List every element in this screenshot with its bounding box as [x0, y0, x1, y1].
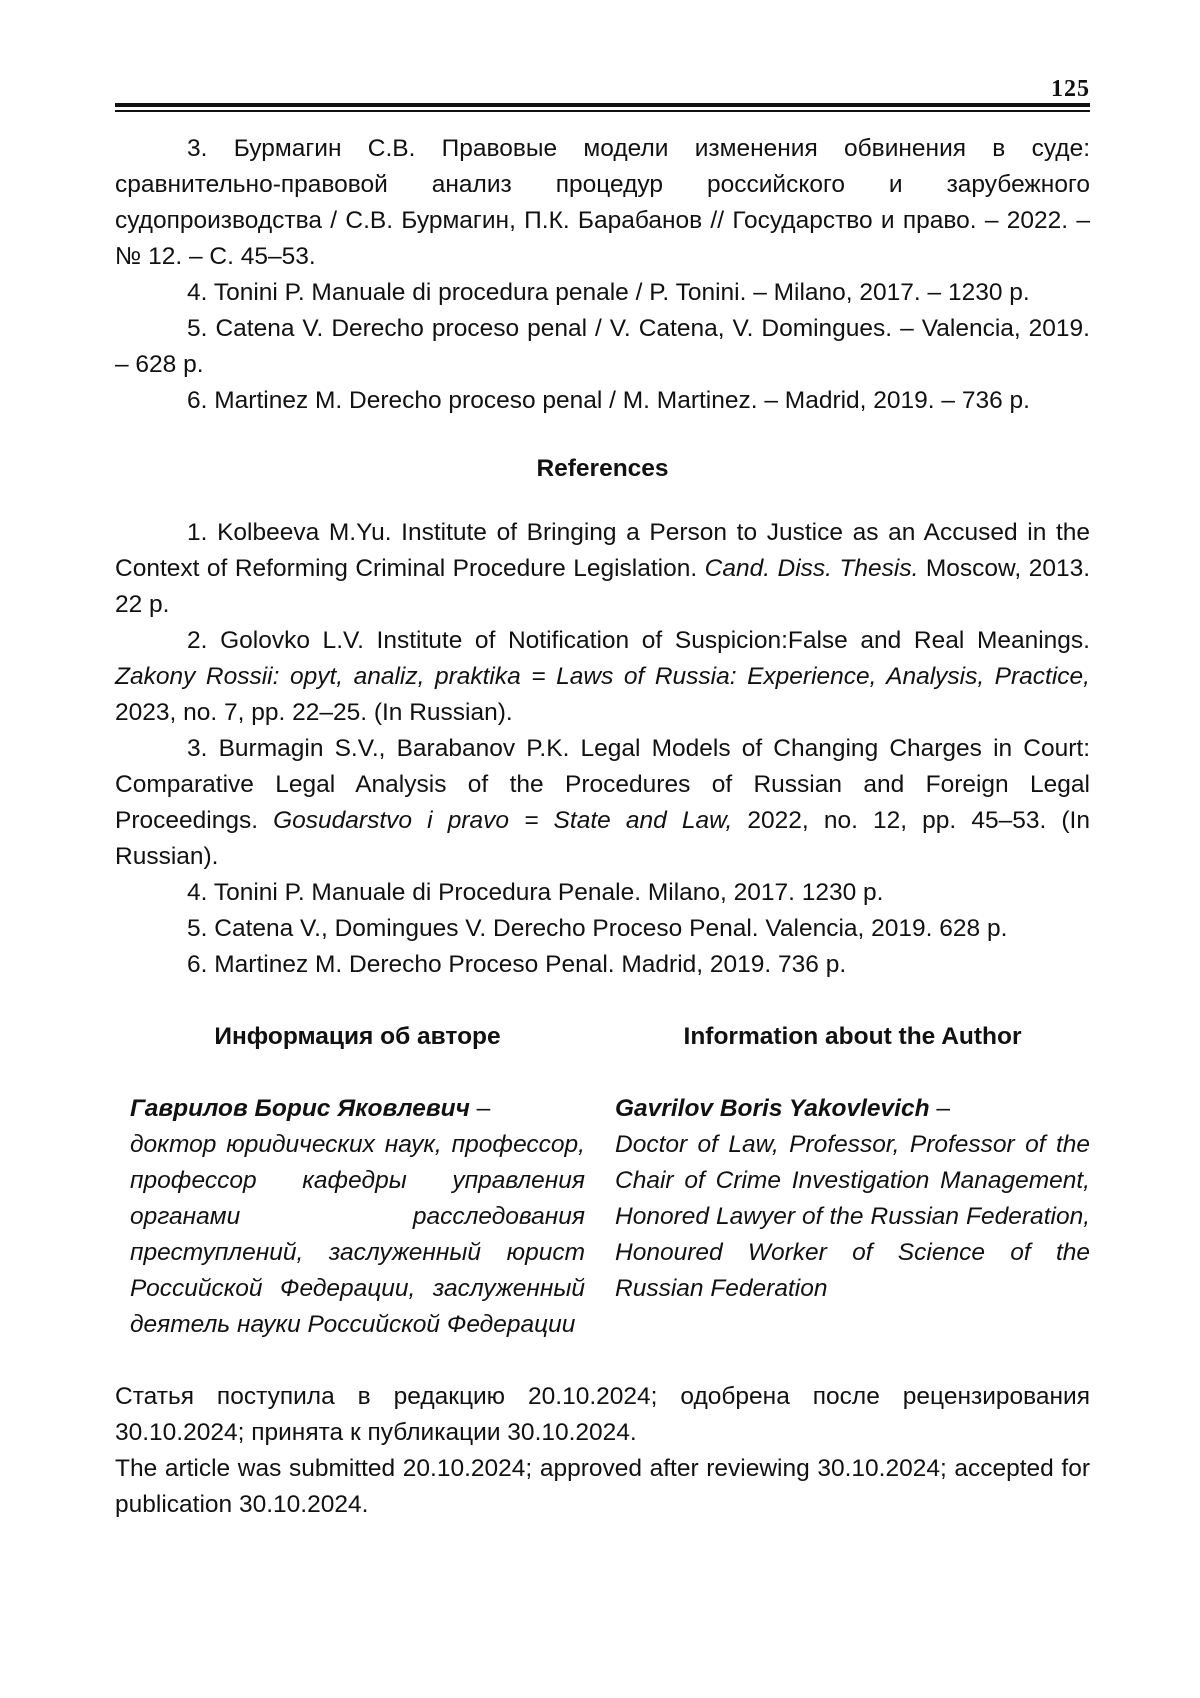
- page-content: [115, 131, 1090, 1523]
- bibliography-item: [115, 131, 1090, 275]
- ref-number: 1.: [187, 519, 208, 546]
- author-dash-ru: –: [469, 1095, 491, 1122]
- ref-source: Cand. Diss. Thesis.: [704, 555, 919, 582]
- dates-ru: Статья поступила в редакцию 20.10.2024; одобрена после рецензирования 30.10.2024; принята к публикации 30.10.2024.: [115, 1383, 1090, 1446]
- reference-item: [115, 623, 1090, 731]
- author-heading-en: Information about the Author: [683, 1023, 1022, 1050]
- ref-number: 3.: [187, 735, 208, 762]
- author-info-ru: [115, 1019, 585, 1343]
- header-rule-thin: [115, 110, 1090, 112]
- header-rule-thick: [115, 103, 1090, 107]
- bibliography-item: [115, 383, 1090, 419]
- bibliography-list: [115, 131, 1090, 419]
- ref-text: Catena V., Domingues V. Derecho Proceso Penal. Valencia, 2019. 628 p.: [214, 915, 1008, 942]
- item-text: Tonini P. Manuale di procedura penale / P. Tonini. – Milano, 2017. – 1230 p.: [213, 279, 1030, 306]
- item-number: 6.: [187, 387, 208, 414]
- references-heading: References: [536, 455, 669, 482]
- ref-text: Kolbeeva M.Yu. Institute of Bringing a Person to Justice as an Accused in the Context of Reforming Criminal Procedure Legislation.: [115, 519, 1091, 582]
- author-info: [115, 1019, 1090, 1343]
- ref-source: Gosudarstvo i pravo = State and Law,: [273, 807, 733, 834]
- bibliography-item: [115, 275, 1090, 311]
- item-number: 5.: [187, 315, 208, 342]
- ref-text: Martinez M. Derecho Proceso Penal. Madrid, 2019. 736 p.: [214, 951, 847, 978]
- ref-text: Burmagin S.V., Barabanov P.K. Legal Models of Changing Charges in Court: Comparative Legal Analysis of the Procedures of Russian and Foreign Legal Proceedings.: [115, 735, 1091, 834]
- author-name-ru: Гаврилов Борис Яковлевич: [130, 1095, 470, 1122]
- item-text: Martinez M. Derecho proceso penal / M. Martinez. – Madrid, 2019. – 736 p.: [214, 387, 1030, 414]
- ref-text: Golovko L.V. Institute of Notification of Suspicion:False and Real Meanings.: [220, 627, 1090, 654]
- item-text: Бурмагин С.В. Правовые модели изменения обвинения в суде: сравнительно-правовой анализ процедур российского и зарубежного судопроизводства / С.В. Бурмагин, П.К. Барабанов // Государство и право. – 2022. – № 12. – С. 45–53.: [115, 135, 1090, 270]
- reference-item: [115, 875, 1090, 911]
- article-dates: [115, 1379, 1090, 1523]
- ref-number: 2.: [187, 627, 208, 654]
- author-description-en: Doctor of Law, Professor, Professor of the Chair of Crime Investigation Management, Honored Lawyer of the Russian Federation, Honoured Worker of Science of the Russian Federation: [615, 1131, 1090, 1302]
- dates-en: The article was submitted 20.10.2024; approved after reviewing 30.10.2024; accepted for publication 30.10.2024.: [115, 1455, 1090, 1518]
- reference-item: [115, 515, 1090, 623]
- author-name-en: Gavrilov Boris Yakovlevich: [615, 1095, 930, 1122]
- page-number: 125: [1051, 76, 1090, 102]
- author-heading-ru: Информация об авторе: [214, 1023, 501, 1050]
- author-dash-en: –: [929, 1095, 951, 1122]
- author-info-en: [615, 1019, 1090, 1343]
- author-text-ru: [130, 1091, 585, 1343]
- ref-number: 6.: [187, 951, 208, 978]
- item-number: 4.: [187, 279, 208, 306]
- ref-details: Moscow, 2013. 22 p.: [115, 555, 1090, 618]
- ref-text: Tonini P. Manuale di Procedura Penale. Milano, 2017. 1230 p.: [213, 879, 884, 906]
- bibliography-item: [115, 311, 1090, 383]
- author-text-en: [615, 1091, 1090, 1307]
- ref-details: 2023, no. 7, pp. 22–25. (In Russian).: [115, 699, 513, 726]
- ref-number: 5.: [187, 915, 208, 942]
- references-list: [115, 515, 1090, 983]
- item-number: 3.: [187, 135, 208, 162]
- author-description-ru: доктор юридических наук, профессор, профессор кафедры управления органами расследования преступлений, заслуженный юрист Российской Федерации, заслуженный деятель науки Российской Федерации: [130, 1131, 585, 1338]
- reference-item: [115, 731, 1090, 875]
- reference-item: [115, 911, 1090, 947]
- ref-number: 4.: [187, 879, 208, 906]
- ref-details: 2022, no. 12, pp. 45–53. (In Russian).: [115, 807, 1090, 870]
- reference-item: [115, 947, 1090, 983]
- ref-source: Zakony Rossii: opyt, analiz, praktika = Laws of Russia: Experience, Analysis, Practice,: [115, 663, 1090, 690]
- item-text: Catena V. Derecho proceso penal / V. Catena, V. Domingues. – Valencia, 2019. – 628 p.: [115, 315, 1090, 378]
